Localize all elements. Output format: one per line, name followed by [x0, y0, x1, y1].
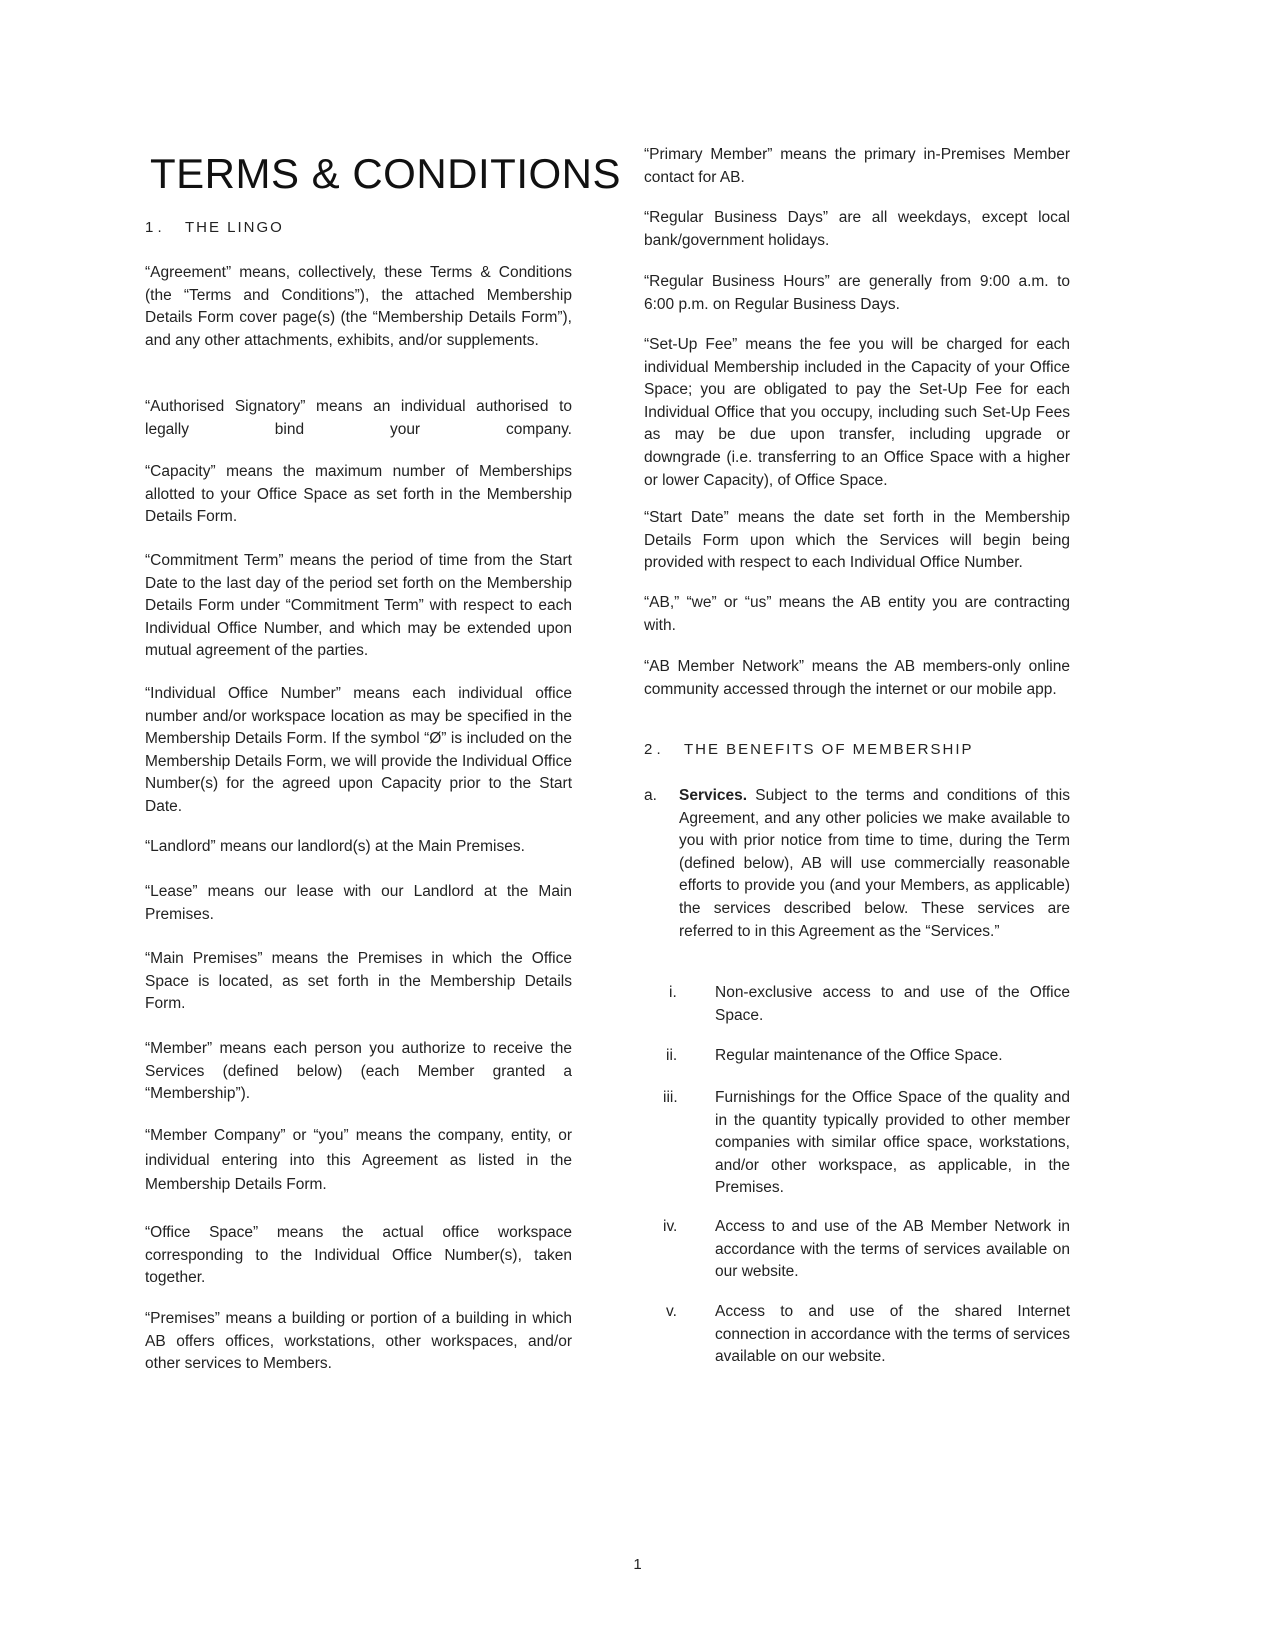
definition-individual-office-number: “Individual Office Number” means each individual office number and/or workspace location as may be specified in the Membership Details Form. If the symbol “Ø” is included on the Membership Details Form, we will provide the Individual Office Number(s) for the agreed upon Capacity prior to the Start Date.: [145, 685, 572, 815]
definition-agreement: “Agreement” means, collectively, these Terms & Conditions (the “Terms and Conditions”), the attached Membership Details Form cover page(s) (the “Membership Details Form”), and any other attachments, exhibits, and/or supplements.: [145, 264, 572, 349]
definition-member: “Member” means each person you authorize to receive the Services (defined below) (each Member granted a “Membership”).: [145, 1040, 572, 1103]
section-number: 1 .: [145, 219, 162, 236]
page-number: 1: [633, 1556, 642, 1573]
definition-ab-member-network: “AB Member Network” means the AB members-only online community accessed through the internet or our mobile app.: [644, 658, 1070, 698]
list-marker: v.: [666, 1303, 677, 1320]
list-item: [644, 1216, 1070, 1286]
definition-commitment-term: “Commitment Term” means the period of time from the Start Date to the last day of the period set forth on the Membership Details Form under “Commitment Term” with respect to each Individual Office Number, and which may be extended upon mutual agreement of the parties.: [145, 552, 572, 660]
list-marker: ii.: [666, 1047, 678, 1064]
list-item-text: Regular maintenance of the Office Space.: [715, 1047, 1003, 1064]
definition-landlord: “Landlord” means our landlord(s) at the Main Premises.: [145, 838, 525, 855]
list-item: [644, 1045, 1070, 1069]
services-description: Subject to the terms and conditions of this Agreement, and any other policies we make available to you with prior notice from time to time, during the Term (defined below), AB will use commercially reasonable efforts to provide you (and your Members, as applicable) the services described below. These services are referred to in this Agreement as the “Services.”: [679, 787, 1070, 940]
services-text: [679, 785, 1070, 943]
definition-lease: “Lease” means our lease with our Landlord at the Main Premises.: [145, 883, 572, 923]
definition-start-date: “Start Date” means the date set forth in the Membership Details Form upon which the Services will begin being provided with respect to each Individual Office Number.: [644, 509, 1070, 572]
list-item: [644, 1301, 1070, 1371]
definition-regular-business-hours: “Regular Business Hours” are generally from 9:00 a.m. to 6:00 p.m. on Regular Business Days.: [644, 273, 1070, 313]
definition-capacity: “Capacity” means the maximum number of Memberships allotted to your Office Space as set forth in the Membership Details Form.: [145, 463, 572, 526]
section-number: 2 .: [644, 741, 661, 758]
list-item: [644, 1087, 1070, 1202]
section-heading-2: [644, 741, 974, 758]
list-marker: i.: [669, 984, 677, 1001]
definition-regular-business-days: “Regular Business Days” are all weekdays, except local bank/government holidays.: [644, 209, 1070, 249]
document-title: TERMS & CONDITIONS: [150, 150, 622, 197]
section-label: THE BENEFITS OF MEMBERSHIP: [684, 741, 974, 758]
definition-office-space: “Office Space” means the actual office workspace corresponding to the Individual Office Number(s), taken together.: [145, 1224, 572, 1287]
list-marker: a.: [644, 787, 657, 804]
definition-premises: “Premises” means a building or portion of a building in which AB offers offices, workstations, other workspaces, and/or other services to Members.: [145, 1310, 572, 1373]
list-item: [644, 982, 1070, 1028]
definition-main-premises: “Main Premises” means the Premises in which the Office Space is located, as set forth in the Membership Details Form.: [145, 950, 572, 1013]
list-marker: iii.: [663, 1089, 678, 1106]
definition-primary-member: “Primary Member” means the primary in-Premises Member contact for AB.: [644, 146, 1070, 186]
list-item-text: Access to and use of the shared Internet connection in accordance with the terms of services available on our website.: [715, 1303, 1070, 1366]
definition-member-company: “Member Company” or “you” means the company, entity, or individual entering into this Agreement as listed in the Membership Details Form.: [145, 1127, 572, 1193]
list-item-text: Access to and use of the AB Member Network in accordance with the terms of services available on our website.: [715, 1218, 1070, 1281]
section-heading-1: [145, 219, 284, 236]
definition-ab: “AB,” “we” or “us” means the AB entity you are contracting with.: [644, 594, 1070, 634]
services-label: Services.: [679, 787, 748, 804]
list-item-text: Non-exclusive access to and use of the Office Space.: [715, 984, 1070, 1024]
definition-set-up-fee: “Set-Up Fee” means the fee you will be charged for each individual Membership included in the Capacity of your Office Space; you are obligated to pay the Set-Up Fee for each Individual Office that you occupy, including such Set-Up Fees as may be due upon transfer, including upgrade or downgrade (i.e. transferring to an Office Space with a higher or lower Capacity), of Office Space.: [644, 336, 1070, 489]
definition-authorised-signatory: “Authorised Signatory” means an individual authorised to legally bind your company.: [145, 398, 572, 438]
services-clause: [644, 785, 1070, 960]
list-item-text: Furnishings for the Office Space of the quality and in the quantity typically provided to other member companies with similar office space, workstations, and/or other workspace, as applicable, in the Premises.: [715, 1089, 1070, 1197]
list-marker: iv.: [663, 1218, 678, 1235]
section-label: THE LINGO: [185, 219, 284, 236]
